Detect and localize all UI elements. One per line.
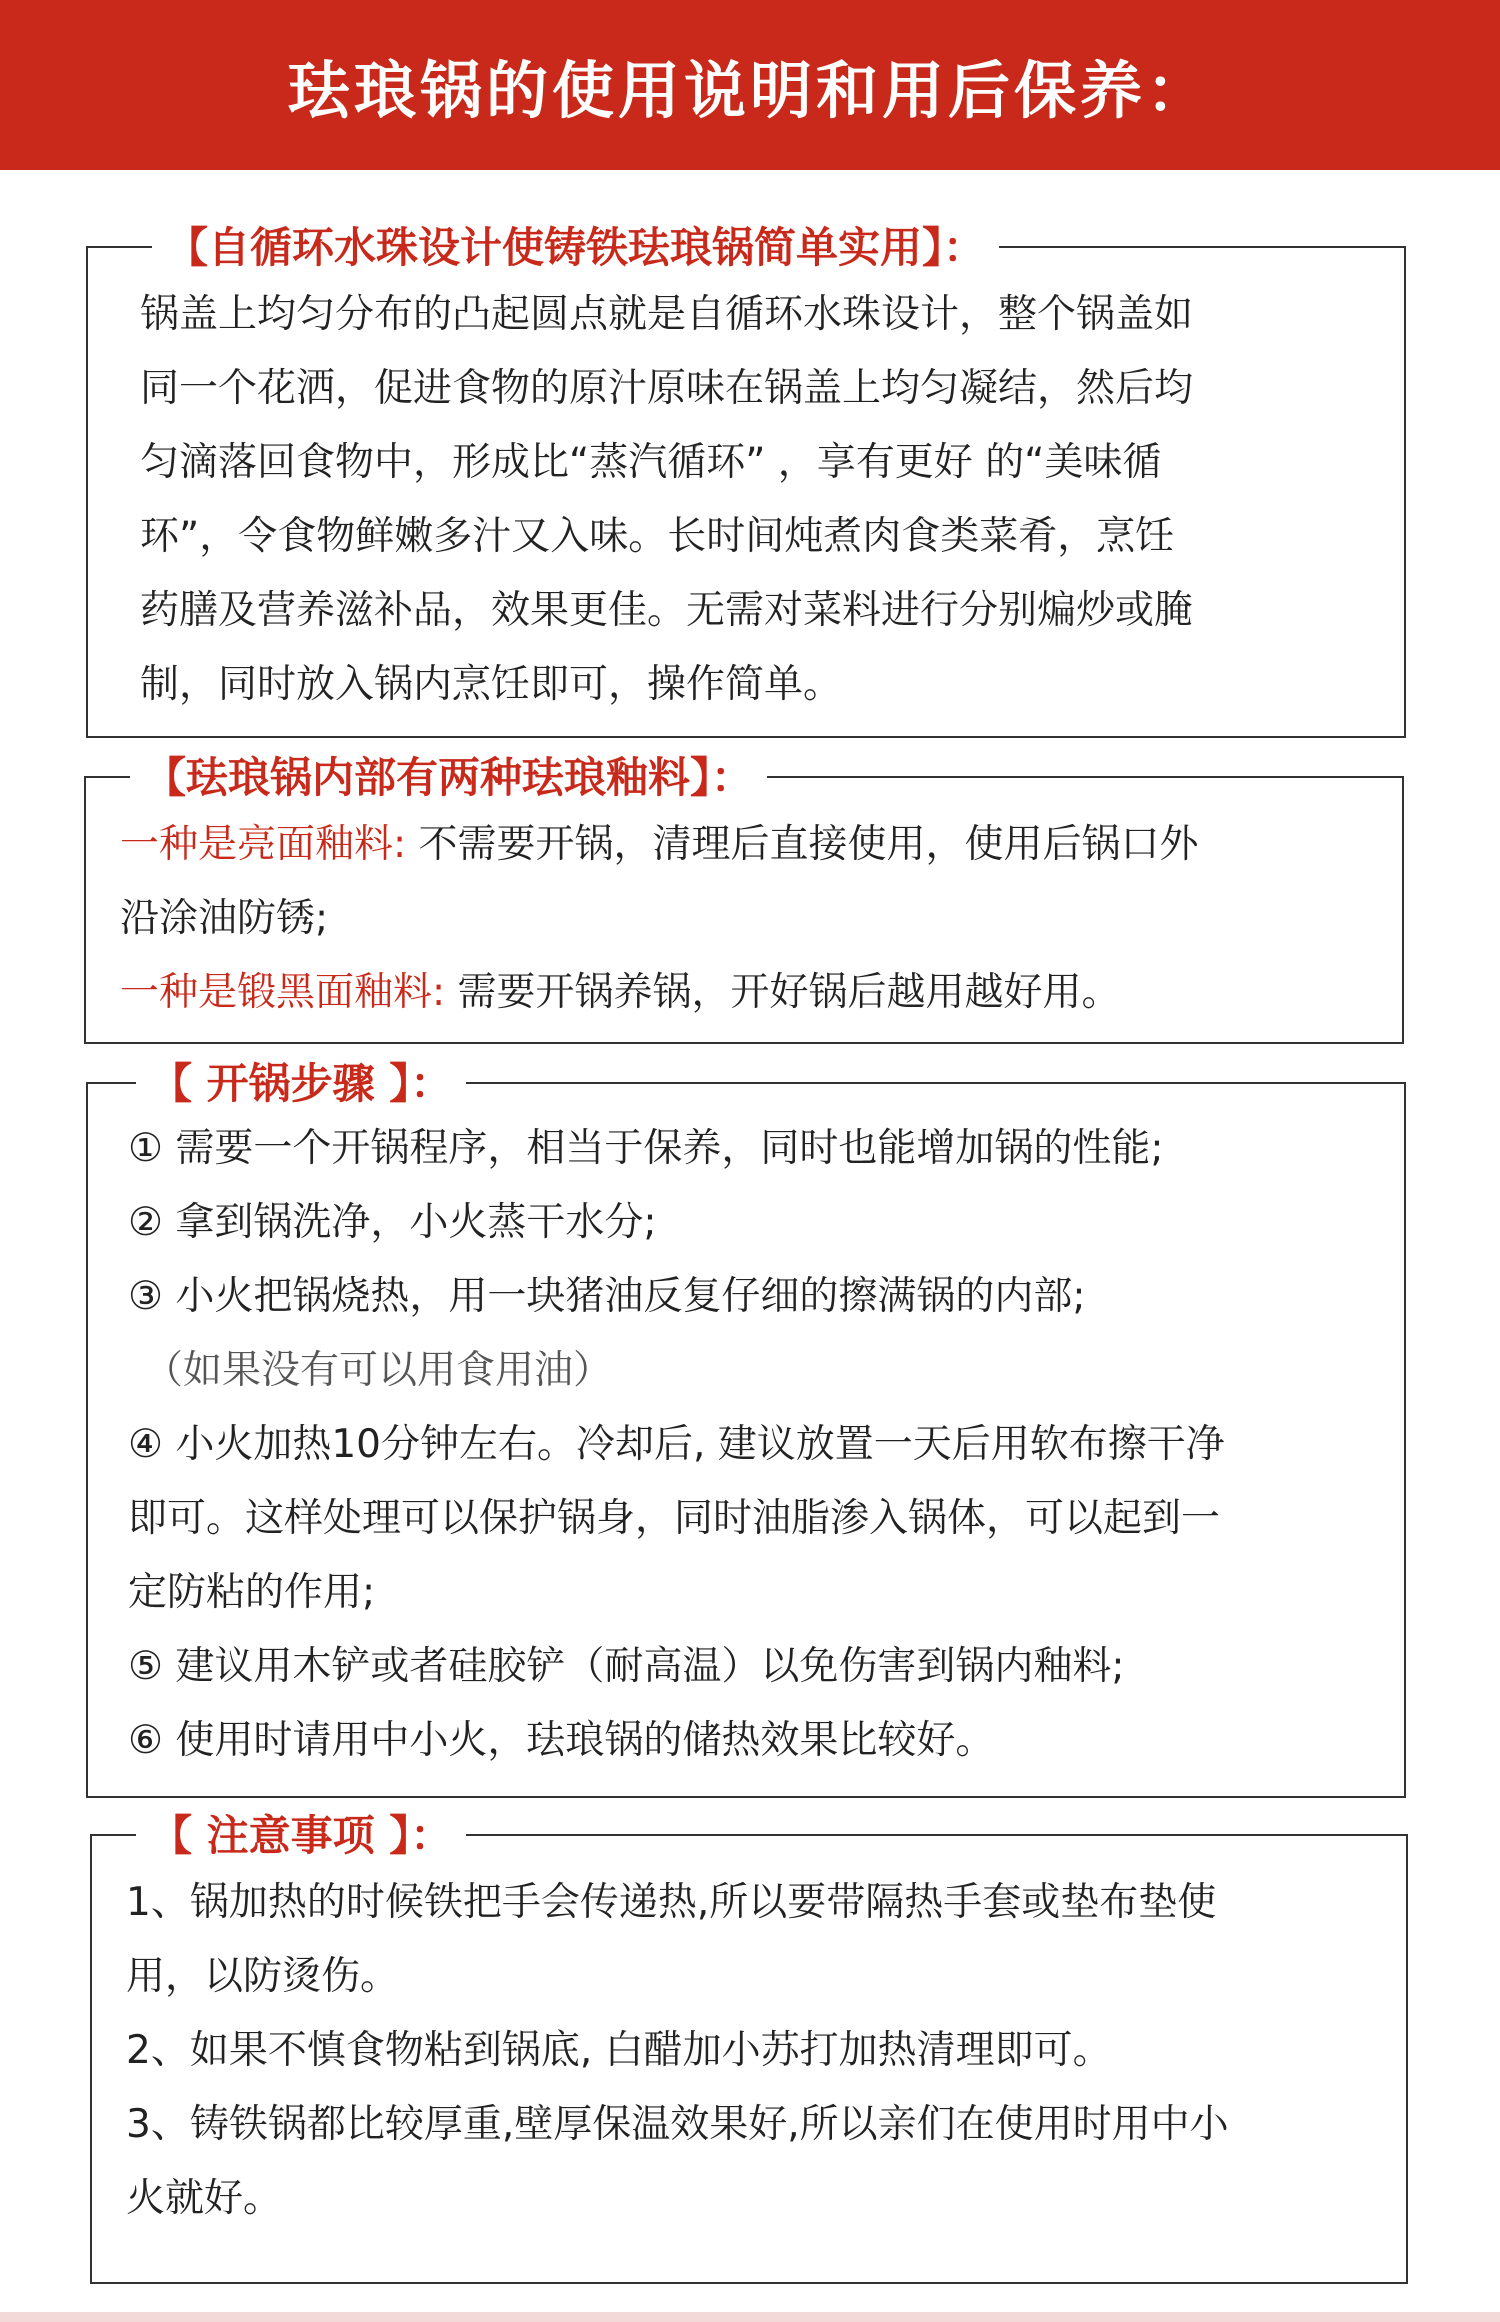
seasoning-steps [128, 1112, 1398, 1778]
glaze-paragraph [120, 808, 1390, 1030]
glaze-section-title: 【珐琅锅内部有两种珐琅釉料】： [130, 750, 767, 806]
glaze-item-glossy-label: 一种是亮面釉料: [120, 822, 407, 867]
glaze-item-matte [120, 956, 1390, 1030]
step-item: ② 拿到锅洗净，小火蒸干水分; [128, 1200, 657, 1245]
design-paragraph [140, 278, 1390, 722]
glaze-item-matte-label: 一种是锻黑面釉料: [120, 970, 446, 1015]
seasoning-section [86, 1059, 1406, 1798]
note-item-cont: 火就好。 [126, 2176, 283, 2221]
notes-list [126, 1866, 1396, 2236]
step-note: （如果没有可以用食用油） [144, 1348, 613, 1393]
design-line: 同一个花洒，促进食物的原汁原味在锅盖上均匀凝结，然后均 [140, 366, 1194, 411]
notes-section-title: 【 注意事项 】： [136, 1808, 466, 1864]
design-line: 药膳及营养滋补品，效果更佳。无需对菜料进行分别煸炒或腌 [140, 588, 1194, 633]
design-line: 锅盖上均匀分布的凸起圆点就是自循环水珠设计，整个锅盖如 [140, 292, 1194, 337]
step-item: ④ 小火加热10分钟左右。冷却后, 建议放置一天后用软布擦干净 [128, 1422, 1225, 1467]
page-title: 珐琅锅的使用说明和用后保养： [287, 53, 1212, 127]
note-item-cont: 用，以防烫伤。 [126, 1954, 400, 1999]
note-item: 3、铸铁锅都比较厚重,壁厚保温效果好,所以亲们在使用时用中小 [126, 2102, 1229, 2147]
design-section-title: 【自循环水珠设计使铸铁珐琅锅简单实用】： [152, 220, 999, 276]
glaze-section [84, 753, 1404, 1044]
step-item: ⑤ 建议用木铲或者硅胶铲（耐高温）以免伤害到锅内釉料; [128, 1644, 1125, 1689]
step-item: ① 需要一个开锅程序，相当于保养，同时也能增加锅的性能; [128, 1126, 1164, 1171]
glaze-item-glossy-cont: 沿涂油防锈; [120, 896, 329, 941]
note-item: 2、如果不慎食物粘到锅底, 白醋加小苏打加热清理即可。 [126, 2028, 1112, 2073]
glaze-item-glossy [120, 808, 1390, 882]
glaze-item-matte-text: 需要开锅养锅，开好锅后越用越好用。 [445, 970, 1121, 1015]
design-section [86, 223, 1406, 738]
step-item: ③ 小火把锅烧热，用一块猪油反复仔细的擦满锅的内部; [128, 1274, 1086, 1319]
step-item-cont: 即可。这样处理可以保护锅身，同时油脂渗入锅体，可以起到一 [128, 1496, 1221, 1541]
design-line: 制，同时放入锅内烹饪即可，操作简单。 [140, 662, 843, 707]
step-item-cont: 定防粘的作用; [128, 1570, 376, 1615]
bottom-divider [0, 2312, 1500, 2322]
seasoning-section-title: 【 开锅步骤 】： [136, 1056, 466, 1112]
step-item: ⑥ 使用时请用中小火，珐琅锅的储热效果比较好。 [128, 1718, 995, 1763]
header-banner [0, 0, 1500, 170]
note-item: 1、锅加热的时候铁把手会传递热,所以要带隔热手套或垫布垫使 [126, 1880, 1217, 1925]
design-line: 匀滴落回食物中，形成比“蒸汽循环” ，享有更好 的“美味循 [140, 440, 1162, 485]
glaze-item-glossy-text: 不需要开锅，清理后直接使用，使用后锅口外 [406, 822, 1199, 867]
notes-section [90, 1811, 1408, 2284]
design-line: 环”，令食物鲜嫩多汁又入味。长时间炖煮肉食类菜肴，烹饪 [140, 514, 1175, 559]
